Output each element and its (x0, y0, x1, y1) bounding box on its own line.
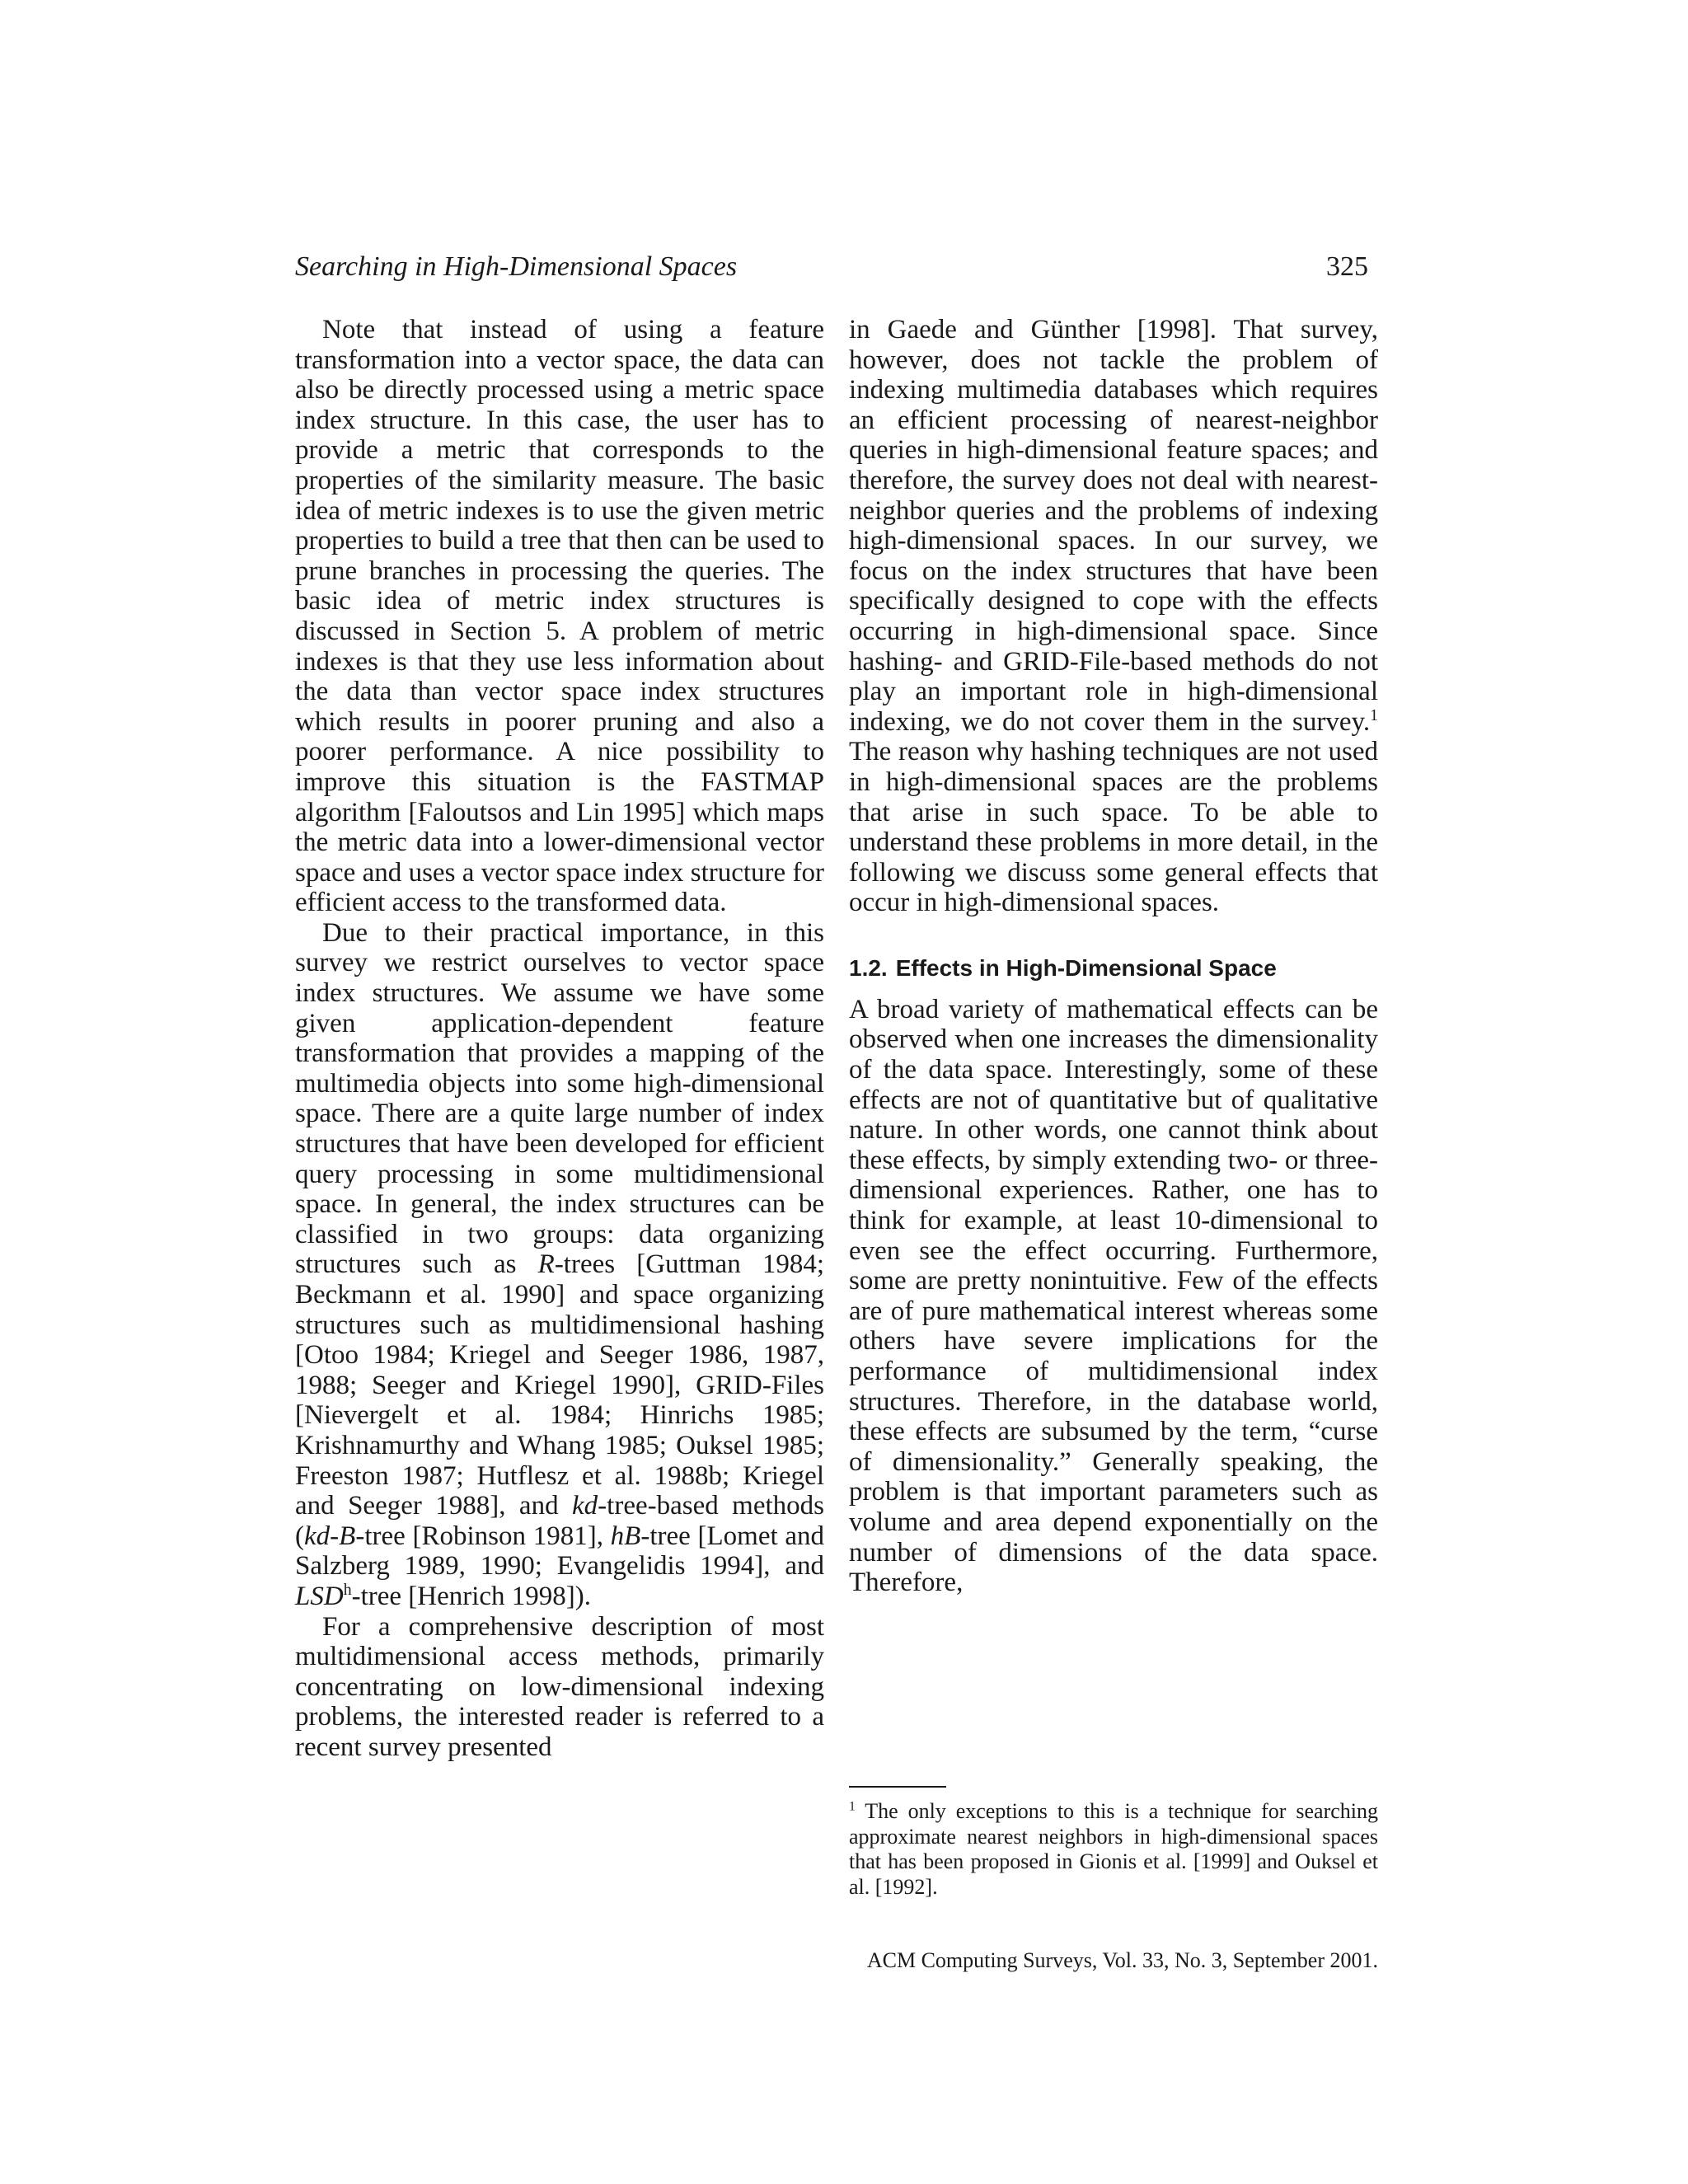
footnote-text: $^1$ The only exceptions to this is a technique for searching approximate nearest neighbors in high-dimensional spaces that has been proposed in Gionis et al. [1999] and Ouksel et al. [1992]. (849, 1799, 1378, 1899)
paragraph-vector-space-index: Due to their practical importance, in this survey we restrict ourselves to vector space index structures. We assume we have some given application-dependent feature transformation that provides a mapping of the multimedia objects into some high-dimensional space. There are a quite large number of index structures that have been developed for efficient query processing in some multidimensional space. In general, the index structures can be classified in two groups: data organizing structures such as R-trees [Guttman 1984; Beckmann et al. 1990] and space organizing structures such as multidimensional hashing [Otoo 1984; Kriegel and Seeger 1986, 1987, 1988; Seeger and Kriegel 1990], GRID-Files [Nievergelt et al. 1984; Hinrichs 1985; Krishnamurthy and Whang 1985; Ouksel 1985; Freeston 1987; Hutflesz et al. 1988b; Kriegel and Seeger 1988], and kd-tree-based methods (kd-B-tree [Robinson 1981], hB-tree [Lomet and Salzberg 1989, 1990; Evangelidis 1994], and LSD$^h$-tree [Henrich 1998]). (295, 917, 824, 1611)
paragraph-survey-reference: For a comprehensive description of most multidimensional access methods, primarily concentrating on low-dimensional indexing problems, the interested reader is referred to a recent survey presented (295, 1611, 824, 1762)
running-title: Searching in High-Dimensional Spaces (295, 251, 738, 282)
left-column (295, 315, 824, 1763)
footnote (849, 1786, 1378, 1900)
paragraph-curse-of-dimensionality: A broad variety of mathematical effects can be observed when one increases the dimensionality of the data space. Interestingly, some of these effects are not of quantitative but of qualitative nature. In other words, one cannot think about these effects, by simply extending two- or three-dimensional experiences. Rather, one has to think for example, at least 10-dimensional to even see the effect occurring. Furthermore, some are pretty nonintuitive. Few of the effects are of pure mathematical interest whereas some others have severe implications for the performance of multidimensional index structures. Therefore, in the database world, these effects are subsumed by the term, “curse of dimensionality.” Generally speaking, the problem is that important parameters such as volume and area depend exponentially on the number of dimensions of the data space. Therefore, (849, 994, 1378, 1598)
section-heading (849, 954, 1378, 983)
section-number: 1.2. (849, 954, 888, 981)
footnote-rule (849, 1786, 946, 1788)
paragraph-gaede-guenther: in Gaede and Günther [1998]. That survey, however, does not tackle the problem of indexing multimedia databases which requires an efficient processing of nearest-neighbor queries in high-dimensional feature spaces; and therefore, the survey does not deal with nearest-neighbor queries and the problems of indexing high-dimensional spaces. In our survey, we focus on the index structures that have been specifically designed to cope with the effects occurring in high-dimensional space. Since hashing- and GRID-File-based methods do not play an important role in high-dimensional indexing, we do not cover them in the survey.$^1$ The reason why hashing techniques are not used in high-dimensional spaces are the problems that arise in such space. To be able to understand these problems in more detail, in the following we discuss some general effects that occur in high-dimensional spaces. (849, 315, 1378, 918)
right-column (849, 315, 1378, 1598)
section-title: Effects in High-Dimensional Space (895, 954, 1277, 981)
footnote-marker: 1 (1370, 705, 1378, 724)
journal-footer: ACM Computing Surveys, Vol. 33, No. 3, September 2001. (866, 1948, 1378, 1972)
page-number: 325 (1326, 251, 1368, 282)
paragraph-metric-index: Note that instead of using a feature transformation into a vector space, the data can also be directly processed using a metric space index structure. In this case, the user has to provide a metric that corresponds to the properties of the similarity measure. The basic idea of metric indexes is to use the given metric properties to build a tree that then can be used to prune branches in processing the queries. The basic idea of metric index structures is discussed in Section 5. A problem of metric indexes is that they use less information about the data than vector space index structures which results in poorer pruning and also a poorer performance. A nice possibility to improve this situation is the FASTMAP algorithm [Faloutsos and Lin 1995] which maps the metric data into a lower-dimensional vector space and uses a vector space index structure for efficient access to the transformed data. (295, 315, 824, 918)
running-head (295, 247, 1368, 287)
